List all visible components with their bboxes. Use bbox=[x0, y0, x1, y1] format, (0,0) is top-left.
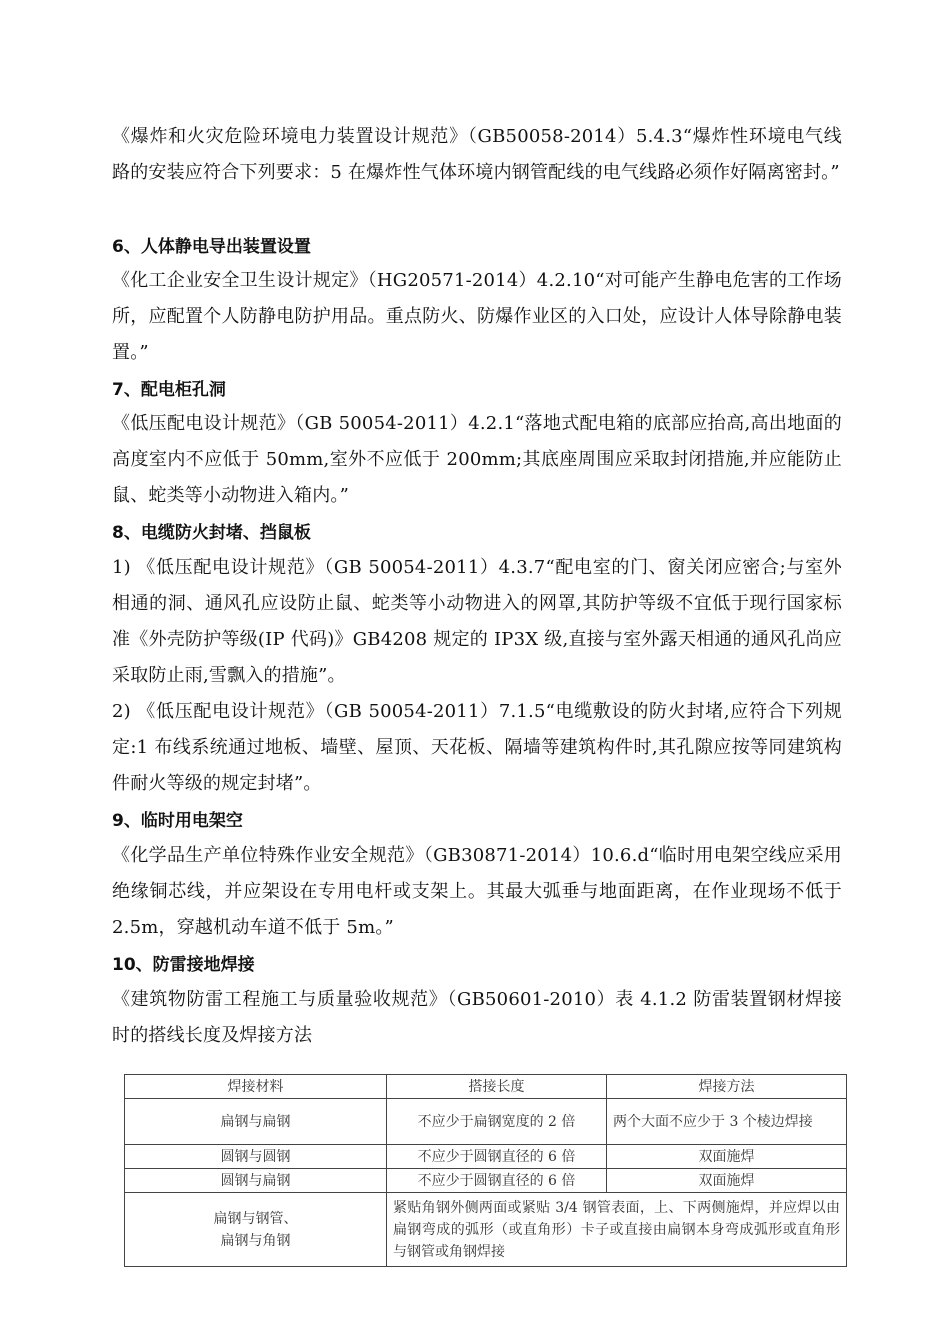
cell-material bbox=[125, 1193, 387, 1267]
paragraph-cable-fire-sealing-2: 2) 《低压配电设计规范》（GB 50054-2011）7.1.5“电缆敷设的防火封堵,应符合下列规定:1 布线系统通过地板、墙壁、屋顶、天花板、隔墙等建筑构件时,其孔隙应按等同建筑构件耐火等级的规定封堵”。 bbox=[112, 701, 842, 794]
cell-weld-description: 紧贴角钢外侧两面或紧贴 3/4 钢管表面，上、下两侧施焊，并应焊以由扁钢弯成的弧形（或直角形）卡子或直接由扁钢本身弯成弧形或直角形与钢管或角钢焊接 bbox=[387, 1193, 847, 1267]
welding-table bbox=[124, 1074, 847, 1267]
section-heading-10: 10、防雷接地焊接 bbox=[112, 955, 255, 975]
material-line-2: 扁钢与角钢 bbox=[220, 1232, 291, 1249]
cell-lap-length: 不应少于圆钢直径的 6 倍 bbox=[387, 1169, 607, 1193]
cell-material: 扁钢与扁钢 bbox=[125, 1099, 387, 1145]
section-heading-8: 8、电缆防火封堵、挡鼠板 bbox=[112, 523, 311, 543]
table-row bbox=[125, 1145, 847, 1169]
header-lap-length: 搭接长度 bbox=[387, 1075, 607, 1099]
material-line-1: 扁钢与钢管、 bbox=[213, 1210, 298, 1227]
paragraph-cable-fire-sealing-1: 1) 《低压配电设计规范》（GB 50054-2011）4.3.7“配电室的门、窗关闭应密合;与室外相通的洞、通风孔应设防止鼠、蛇类等小动物进入的网罩,其防护等级不宜低于现行国家标准《外壳防护等级(IP 代码)》GB4208 规定的 IP3X 级,直接与室外露天相通的通风孔尚应采取防止雨,雪飘入的措施”。 bbox=[112, 557, 842, 686]
paragraph-lightning-welding: 《建筑物防雷工程施工与质量验收规范》（GB50601-2010）表 4.1.2 防雷装置钢材焊接时的搭线长度及焊接方法 bbox=[112, 989, 842, 1046]
table-row bbox=[125, 1099, 847, 1145]
section-heading-7: 7、配电柜孔洞 bbox=[112, 380, 226, 400]
paragraph-temporary-overhead: 《化学品生产单位特殊作业安全规范》（GB30871-2014）10.6.d“临时用电架空线应采用绝缘铜芯线，并应架设在专用电杆或支架上。其最大弧垂与地面距离，在作业现场不低于 2.5m，穿越机动车道不低于 5m。” bbox=[112, 845, 842, 938]
cell-lap-length: 不应少于扁钢宽度的 2 倍 bbox=[387, 1099, 607, 1145]
cell-lap-length: 不应少于圆钢直径的 6 倍 bbox=[387, 1145, 607, 1169]
header-material: 焊接材料 bbox=[125, 1075, 387, 1099]
section-heading-9: 9、临时用电架空 bbox=[112, 811, 243, 831]
paragraph-static-discharge: 《化工企业安全卫生设计规定》（HG20571-2014）4.2.10“对可能产生静电危害的工作场所，应配置个人防静电防护用品。重点防火、防爆作业区的入口处，应设计人体导除静电装置。” bbox=[112, 270, 842, 363]
section-heading-6: 6、人体静电导出装置设置 bbox=[112, 237, 311, 257]
paragraph-explosion-wiring: 《爆炸和火灾危险环境电力装置设计规范》（GB50058-2014）5.4.3“爆炸性环境电气线路的安装应符合下列要求：5 在爆炸性气体环境内钢管配线的电气线路必须作好隔离密封。” bbox=[112, 126, 842, 183]
paragraph-cabinet-holes: 《低压配电设计规范》（GB 50054-2011）4.2.1“落地式配电箱的底部应抬高,高出地面的高度室内不应低于 50mm,室外不应低于 200mm;其底座周围应采取封闭措施,并应能防止鼠、蛇类等小动物进入箱内。” bbox=[112, 413, 842, 506]
cell-material: 圆钢与圆钢 bbox=[125, 1145, 387, 1169]
cell-material: 圆钢与扁钢 bbox=[125, 1169, 387, 1193]
cell-weld-method: 双面施焊 bbox=[607, 1145, 847, 1169]
cell-weld-method: 两个大面不应少于 3 个棱边焊接 bbox=[607, 1099, 847, 1145]
table-row bbox=[125, 1193, 847, 1267]
cell-weld-method: 双面施焊 bbox=[607, 1169, 847, 1193]
header-weld-method: 焊接方法 bbox=[607, 1075, 847, 1099]
table-header-row bbox=[125, 1075, 847, 1099]
table-row bbox=[125, 1169, 847, 1193]
